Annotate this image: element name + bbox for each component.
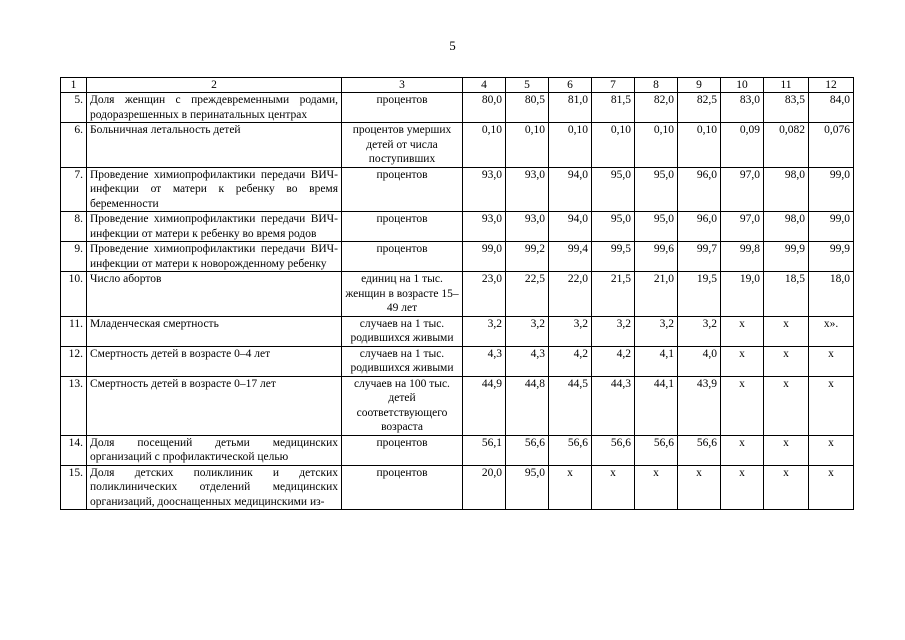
value-cell: 81,5 <box>592 93 635 123</box>
value-cell: 4,2 <box>592 346 635 376</box>
value-cell: x <box>809 465 854 510</box>
value-cell: 3,2 <box>678 316 721 346</box>
row-number-cell: 15. <box>61 465 87 510</box>
value-cell: 93,0 <box>463 212 506 242</box>
value-cell: 96,0 <box>678 167 721 212</box>
table-row <box>61 376 854 435</box>
value-cell: 99,5 <box>592 242 635 272</box>
value-cell: 4,0 <box>678 346 721 376</box>
value-cell: 80,5 <box>506 93 549 123</box>
value-cell: 99,9 <box>764 242 809 272</box>
value-cell: 0,10 <box>635 123 678 168</box>
value-cell: 3,2 <box>549 316 592 346</box>
unit-cell: процентов <box>342 465 463 510</box>
value-cell: 22,5 <box>506 272 549 317</box>
value-cell: 82,5 <box>678 93 721 123</box>
unit-cell: единиц на 1 тыс. женщин в возрасте 15–49 лет <box>342 272 463 317</box>
value-cell: 22,0 <box>549 272 592 317</box>
value-cell: 99,9 <box>809 242 854 272</box>
value-cell: 56,6 <box>549 435 592 465</box>
row-number-cell: 10. <box>61 272 87 317</box>
value-cell: 0,082 <box>764 123 809 168</box>
value-cell: 19,5 <box>678 272 721 317</box>
value-cell: 99,4 <box>549 242 592 272</box>
unit-cell: процентов <box>342 435 463 465</box>
value-cell: 0,076 <box>809 123 854 168</box>
value-cell: 83,0 <box>721 93 764 123</box>
value-cell: 4,2 <box>549 346 592 376</box>
value-cell: 44,8 <box>506 376 549 435</box>
column-number-cell: 10 <box>721 78 764 93</box>
value-cell: 97,0 <box>721 212 764 242</box>
value-cell: 99,7 <box>678 242 721 272</box>
value-cell: 97,0 <box>721 167 764 212</box>
unit-cell: случаев на 100 тыс. детей соответствующего возраста <box>342 376 463 435</box>
value-cell: 93,0 <box>463 167 506 212</box>
row-number-cell: 5. <box>61 93 87 123</box>
value-cell: 56,6 <box>635 435 678 465</box>
column-number-cell: 12 <box>809 78 854 93</box>
value-cell: x <box>721 435 764 465</box>
unit-cell: случаев на 1 тыс. родившихся живыми <box>342 346 463 376</box>
column-number-cell: 3 <box>342 78 463 93</box>
value-cell: 99,0 <box>809 167 854 212</box>
indicator-name-cell: Младенческая смертность <box>87 316 342 346</box>
table-row <box>61 272 854 317</box>
row-number-cell: 7. <box>61 167 87 212</box>
table-row <box>61 465 854 510</box>
value-cell: x <box>809 435 854 465</box>
value-cell: 3,2 <box>592 316 635 346</box>
value-cell: 21,5 <box>592 272 635 317</box>
value-cell: x <box>592 465 635 510</box>
value-cell: 95,0 <box>592 212 635 242</box>
value-cell: 93,0 <box>506 212 549 242</box>
value-cell: 19,0 <box>721 272 764 317</box>
column-number-cell: 11 <box>764 78 809 93</box>
value-cell: x <box>764 316 809 346</box>
value-cell: 4,3 <box>463 346 506 376</box>
value-cell: 0,10 <box>549 123 592 168</box>
value-cell: 44,1 <box>635 376 678 435</box>
value-cell: 44,9 <box>463 376 506 435</box>
value-cell: 18,0 <box>809 272 854 317</box>
indicator-name-cell: Число абортов <box>87 272 342 317</box>
table-row <box>61 346 854 376</box>
value-cell: 99,2 <box>506 242 549 272</box>
value-cell: 56,1 <box>463 435 506 465</box>
value-cell: x <box>764 465 809 510</box>
row-number-cell: 9. <box>61 242 87 272</box>
value-cell: 3,2 <box>635 316 678 346</box>
value-cell: 95,0 <box>592 167 635 212</box>
row-number-cell: 12. <box>61 346 87 376</box>
value-cell: x <box>721 376 764 435</box>
value-cell: x». <box>809 316 854 346</box>
value-cell: 95,0 <box>635 167 678 212</box>
indicators-table <box>60 77 854 510</box>
value-cell: 4,1 <box>635 346 678 376</box>
row-number-cell: 13. <box>61 376 87 435</box>
unit-cell: процентов <box>342 93 463 123</box>
value-cell: 99,6 <box>635 242 678 272</box>
table-row <box>61 316 854 346</box>
value-cell: x <box>721 346 764 376</box>
value-cell: 80,0 <box>463 93 506 123</box>
value-cell: 56,6 <box>592 435 635 465</box>
column-number-cell: 8 <box>635 78 678 93</box>
value-cell: 99,0 <box>809 212 854 242</box>
row-number-cell: 8. <box>61 212 87 242</box>
value-cell: 98,0 <box>764 167 809 212</box>
value-cell: x <box>549 465 592 510</box>
value-cell: 20,0 <box>463 465 506 510</box>
value-cell: x <box>678 465 721 510</box>
unit-cell: процентов умерших детей от числа поступивших <box>342 123 463 168</box>
value-cell: x <box>721 465 764 510</box>
unit-cell: процентов <box>342 167 463 212</box>
value-cell: 3,2 <box>463 316 506 346</box>
unit-cell: процентов <box>342 242 463 272</box>
value-cell: 21,0 <box>635 272 678 317</box>
column-number-cell: 4 <box>463 78 506 93</box>
value-cell: x <box>764 346 809 376</box>
indicator-name-cell: Проведение химиопрофилактики передачи ВИЧ-инфекции от матери к ребенку во время родов <box>87 212 342 242</box>
value-cell: x <box>635 465 678 510</box>
value-cell: 43,9 <box>678 376 721 435</box>
value-cell: 0,10 <box>463 123 506 168</box>
unit-cell: процентов <box>342 212 463 242</box>
page-number: 5 <box>449 38 456 53</box>
value-cell: x <box>809 346 854 376</box>
table-row <box>61 242 854 272</box>
value-cell: 44,5 <box>549 376 592 435</box>
table-row <box>61 123 854 168</box>
column-number-cell: 6 <box>549 78 592 93</box>
column-number-cell: 9 <box>678 78 721 93</box>
value-cell: 99,0 <box>463 242 506 272</box>
indicator-name-cell: Смертность детей в возрасте 0–17 лет <box>87 376 342 435</box>
column-number-cell: 5 <box>506 78 549 93</box>
table-row <box>61 435 854 465</box>
value-cell: 56,6 <box>506 435 549 465</box>
indicator-name-cell: Больничная летальность детей <box>87 123 342 168</box>
value-cell: 81,0 <box>549 93 592 123</box>
value-cell: 3,2 <box>506 316 549 346</box>
indicator-name-cell: Доля посещений детьми медицинских организаций с профилактической целью <box>87 435 342 465</box>
value-cell: 0,10 <box>678 123 721 168</box>
value-cell: x <box>721 316 764 346</box>
indicator-name-cell: Проведение химиопрофилактики передачи ВИЧ-инфекции от матери к новорожденному ребенку <box>87 242 342 272</box>
value-cell: 0,09 <box>721 123 764 168</box>
value-cell: 94,0 <box>549 212 592 242</box>
value-cell: 82,0 <box>635 93 678 123</box>
row-number-cell: 11. <box>61 316 87 346</box>
value-cell: 44,3 <box>592 376 635 435</box>
value-cell: x <box>809 376 854 435</box>
table-row <box>61 212 854 242</box>
value-cell: 93,0 <box>506 167 549 212</box>
value-cell: 84,0 <box>809 93 854 123</box>
row-number-cell: 6. <box>61 123 87 168</box>
value-cell: 83,5 <box>764 93 809 123</box>
table-header-row <box>61 78 854 93</box>
value-cell: 4,3 <box>506 346 549 376</box>
value-cell: x <box>764 435 809 465</box>
value-cell: 0,10 <box>506 123 549 168</box>
table-row <box>61 167 854 212</box>
column-number-cell: 1 <box>61 78 87 93</box>
value-cell: 0,10 <box>592 123 635 168</box>
value-cell: 56,6 <box>678 435 721 465</box>
value-cell: 98,0 <box>764 212 809 242</box>
column-number-cell: 7 <box>592 78 635 93</box>
value-cell: 99,8 <box>721 242 764 272</box>
value-cell: x <box>764 376 809 435</box>
value-cell: 18,5 <box>764 272 809 317</box>
indicator-name-cell: Смертность детей в возрасте 0–4 лет <box>87 346 342 376</box>
unit-cell: случаев на 1 тыс. родившихся живыми <box>342 316 463 346</box>
indicator-name-cell: Доля женщин с преждевременными родами, родоразрешенных в перинатальных центрах <box>87 93 342 123</box>
value-cell: 96,0 <box>678 212 721 242</box>
value-cell: 95,0 <box>635 212 678 242</box>
value-cell: 94,0 <box>549 167 592 212</box>
row-number-cell: 14. <box>61 435 87 465</box>
value-cell: 23,0 <box>463 272 506 317</box>
table-row <box>61 93 854 123</box>
value-cell: 95,0 <box>506 465 549 510</box>
column-number-cell: 2 <box>87 78 342 93</box>
indicator-name-cell: Доля детских поликлиник и детских поликлинических отделений медицинских организаций, дооснащенных медицинскими из- <box>87 465 342 510</box>
indicator-name-cell: Проведение химиопрофилактики передачи ВИЧ-инфекции от матери к ребенку во время беременности <box>87 167 342 212</box>
